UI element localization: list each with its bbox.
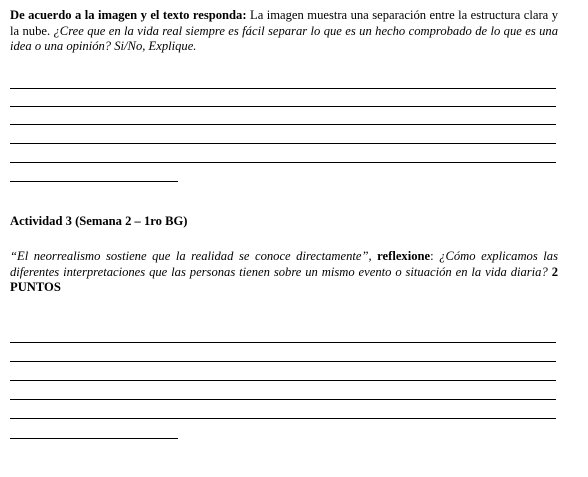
question-1-prompt: ¿Cree que en la vida real siempre es fácil separar lo que es un hecho comprobado de lo que es una idea o una opinión? Si/No, Explique. <box>10 23 558 54</box>
answer-line <box>10 418 556 419</box>
question-2-colon: : <box>430 249 440 263</box>
answer-line <box>10 380 556 381</box>
answer-line <box>10 361 556 362</box>
question-2-points: 2 PUNTOS <box>10 264 558 295</box>
answer-line <box>10 106 556 107</box>
answer-line <box>10 399 556 400</box>
question-2-text <box>10 249 558 296</box>
question-2-prompt: ¿Cómo explicamos las diferentes interpretaciones que las personas tienen sobre un mismo evento o situación en la vida diaria? <box>10 249 559 279</box>
answer-line <box>10 88 556 89</box>
answer-line <box>10 342 556 343</box>
question-1-intro: De acuerdo a la imagen y el texto responda: <box>10 8 247 22</box>
answer-line-short <box>10 181 178 182</box>
answer-line <box>10 124 556 125</box>
question-2-keyword: reflexione <box>371 249 431 263</box>
activity-heading: Actividad 3 (Semana 2 – 1ro BG) <box>10 214 188 228</box>
question-1-text <box>10 8 558 55</box>
question-1-context: La imagen muestra una separación entre la estructura clara y la nube. <box>10 8 558 38</box>
answer-line-short <box>10 438 178 439</box>
question-2-quote: “El neorrealismo sostiene que la realidad se conoce directamente”, <box>10 249 372 263</box>
answer-line <box>10 143 556 144</box>
answer-line <box>10 162 556 163</box>
